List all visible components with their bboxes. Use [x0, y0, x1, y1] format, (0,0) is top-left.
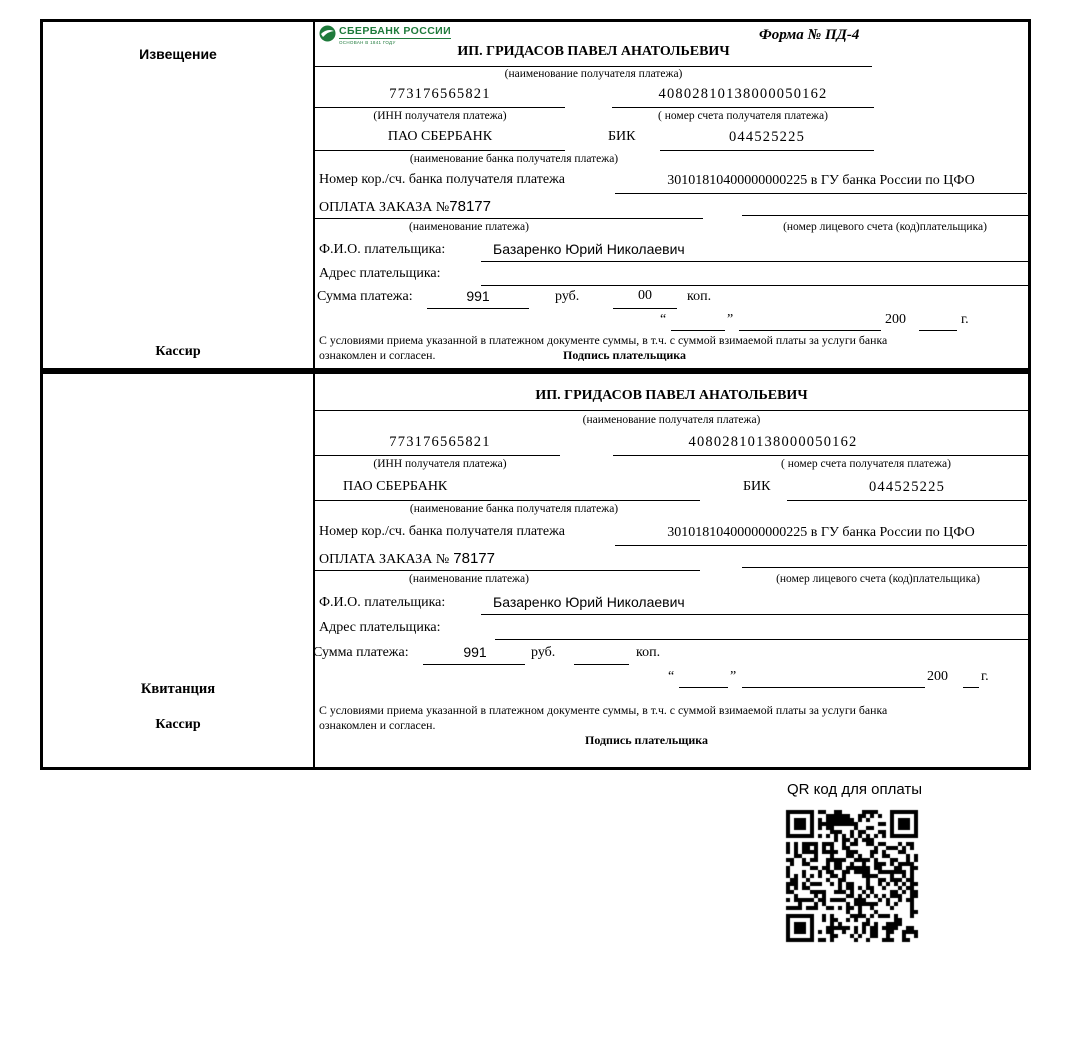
- field-line: [919, 330, 957, 331]
- bank-caption: (наименование банка получателя платежа): [409, 153, 619, 165]
- sberbank-logo-icon: [319, 25, 336, 42]
- bank-caption: (наименование банка получателя платежа): [409, 503, 619, 515]
- payer-fio-label: Ф.И.О. плательщика:: [319, 595, 446, 610]
- stub-label-cashier: Кассир: [155, 344, 201, 359]
- field-line: [315, 218, 703, 219]
- sberbank-logo: [319, 25, 451, 45]
- terms-line1: С условиями приема указанной в платежном документе суммы, в т.ч. с суммой взимаемой платы за услуги банка: [319, 703, 888, 717]
- field-line: [423, 664, 525, 665]
- notice-stub-column: [43, 22, 315, 368]
- field-line: [315, 66, 872, 67]
- form-number-title: Форма № ПД-4: [759, 27, 860, 43]
- date-quote-open: “: [660, 312, 667, 327]
- date-quote-open: “: [668, 669, 675, 684]
- receipt-stub-column: [43, 374, 315, 767]
- rub-label: руб.: [555, 289, 580, 304]
- payment-name-prefix: ОПЛАТА ЗАКАЗА №: [319, 200, 450, 215]
- payment-caption: (наименование платежа): [409, 221, 529, 233]
- field-line: [742, 215, 1028, 216]
- rub-label: руб.: [531, 645, 556, 660]
- sberbank-logo-tagline: ОСНОВАН В 1841 ГОДУ: [339, 40, 396, 45]
- inn-caption: (ИНН получателя платежа): [373, 110, 507, 122]
- recipient-name: ИП. ГРИДАСОВ ПАВЕЛ АНАТОЛЬЕВИЧ: [457, 44, 730, 59]
- field-line: [787, 500, 1027, 501]
- date-quote-close: ”: [727, 312, 734, 327]
- corr-account-label: Номер кор./сч. банка получателя платежа: [319, 172, 565, 187]
- signature-label: Подпись плательщика: [563, 348, 686, 362]
- field-line: [315, 410, 1028, 411]
- field-line: [315, 455, 560, 456]
- field-line: [481, 614, 1028, 615]
- date-quote-close: ”: [730, 669, 737, 684]
- recipient-caption: (наименование получателя платежа): [582, 414, 761, 426]
- field-line: [495, 639, 1028, 640]
- field-line: [613, 308, 677, 309]
- year-suffix: г.: [981, 669, 989, 684]
- field-line: [671, 330, 725, 331]
- signature-label: Подпись плательщика: [585, 733, 708, 747]
- recipient-caption: (наименование получателя платежа): [504, 68, 683, 80]
- payment-name-value: [319, 550, 495, 568]
- field-line: [481, 261, 1028, 262]
- notice-section: [40, 19, 1031, 371]
- corr-account-label: Номер кор./сч. банка получателя платежа: [319, 524, 565, 539]
- personal-account-caption: (номер лицевого счета (код)плательщика): [776, 573, 980, 585]
- receipt-form-panel: [315, 374, 1028, 767]
- stub-label-receipt: Квитанция: [140, 681, 216, 697]
- account-caption: ( номер счета получателя платежа): [781, 458, 951, 470]
- bik-value: 044525225: [728, 129, 806, 145]
- qr-title: QR код для оплаты: [786, 781, 922, 798]
- field-line: [315, 500, 700, 501]
- bik-value: 044525225: [868, 479, 946, 495]
- field-line: [742, 687, 925, 688]
- inn-caption: (ИНН получателя платежа): [373, 458, 507, 470]
- field-line: [612, 107, 874, 108]
- payment-name-value: [319, 198, 491, 216]
- recipient-name: ИП. ГРИДАСОВ ПАВЕЛ АНАТОЛЬЕВИЧ: [535, 388, 808, 403]
- field-line: [742, 567, 1028, 568]
- field-line: [613, 455, 1028, 456]
- account-value: 40802810138000050162: [658, 86, 828, 102]
- field-line: [679, 687, 728, 688]
- year-suffix: г.: [961, 312, 969, 327]
- field-line: [660, 150, 874, 151]
- inn-value: 773176565821: [389, 86, 491, 102]
- personal-account-caption: (номер лицевого счета (код)плательщика): [783, 221, 987, 233]
- payment-caption: (наименование платежа): [409, 573, 529, 585]
- order-number: 78177: [453, 550, 495, 567]
- bank-name: ПАО СБЕРБАНК: [343, 479, 448, 494]
- sberbank-logo-text: СБЕРБАНК РОССИИ: [339, 25, 452, 37]
- payment-name-prefix: ОПЛАТА ЗАКАЗА №: [319, 552, 450, 567]
- payer-name-value: Базаренко Юрий Николаевич: [493, 241, 685, 257]
- field-line: [315, 570, 700, 571]
- field-line: [739, 330, 881, 331]
- payer-fio-label: Ф.И.О. плательщика:: [319, 242, 446, 257]
- field-line: [481, 285, 1028, 286]
- account-value: 40802810138000050162: [688, 434, 858, 450]
- field-line: [615, 545, 1027, 546]
- terms-line2: ознакомлен и согласен.: [319, 718, 436, 732]
- bik-label: БИК: [743, 479, 771, 494]
- corr-account-value: 30101810400000000225 в ГУ банка России по ЦФО: [667, 173, 975, 188]
- stub-label-cashier: Кассир: [155, 717, 201, 732]
- field-line: [315, 107, 565, 108]
- terms-line1: С условиями приема указанной в платежном документе суммы, в т.ч. с суммой взимаемой платы за услуги банка: [319, 333, 888, 347]
- payer-address-label: Адрес плательщика:: [319, 266, 441, 281]
- qr-code-image: [784, 808, 920, 944]
- account-caption: ( номер счета получателя платежа): [658, 110, 828, 122]
- amount-label: Сумма платежа:: [317, 289, 413, 304]
- field-line: [315, 150, 565, 151]
- inn-value: 773176565821: [389, 434, 491, 450]
- field-line: [574, 664, 629, 665]
- corr-account-value: 30101810400000000225 в ГУ банка России по ЦФО: [667, 525, 975, 540]
- amount-kop-value: 00: [638, 288, 652, 303]
- receipt-section: [40, 371, 1031, 770]
- order-number: 78177: [449, 198, 491, 215]
- amount-rub-value: 991: [463, 644, 487, 660]
- field-line: [427, 308, 529, 309]
- kop-label: коп.: [687, 289, 712, 304]
- kop-label: коп.: [636, 645, 661, 660]
- payer-address-label: Адрес плательщика:: [319, 620, 441, 635]
- terms-line2: ознакомлен и согласен.: [319, 348, 436, 362]
- year-prefix: 200: [927, 669, 948, 684]
- stub-label-notice: Извещение: [139, 46, 217, 62]
- year-prefix: 200: [885, 312, 906, 327]
- payer-name-value: Базаренко Юрий Николаевич: [493, 594, 685, 610]
- bank-name: ПАО СБЕРБАНК: [387, 129, 493, 144]
- amount-rub-value: 991: [466, 288, 490, 304]
- field-line: [615, 193, 1027, 194]
- notice-form-panel: [315, 22, 1028, 368]
- amount-label: Сумма платежа:: [313, 645, 409, 660]
- field-line: [963, 687, 979, 688]
- bik-label: БИК: [608, 129, 636, 144]
